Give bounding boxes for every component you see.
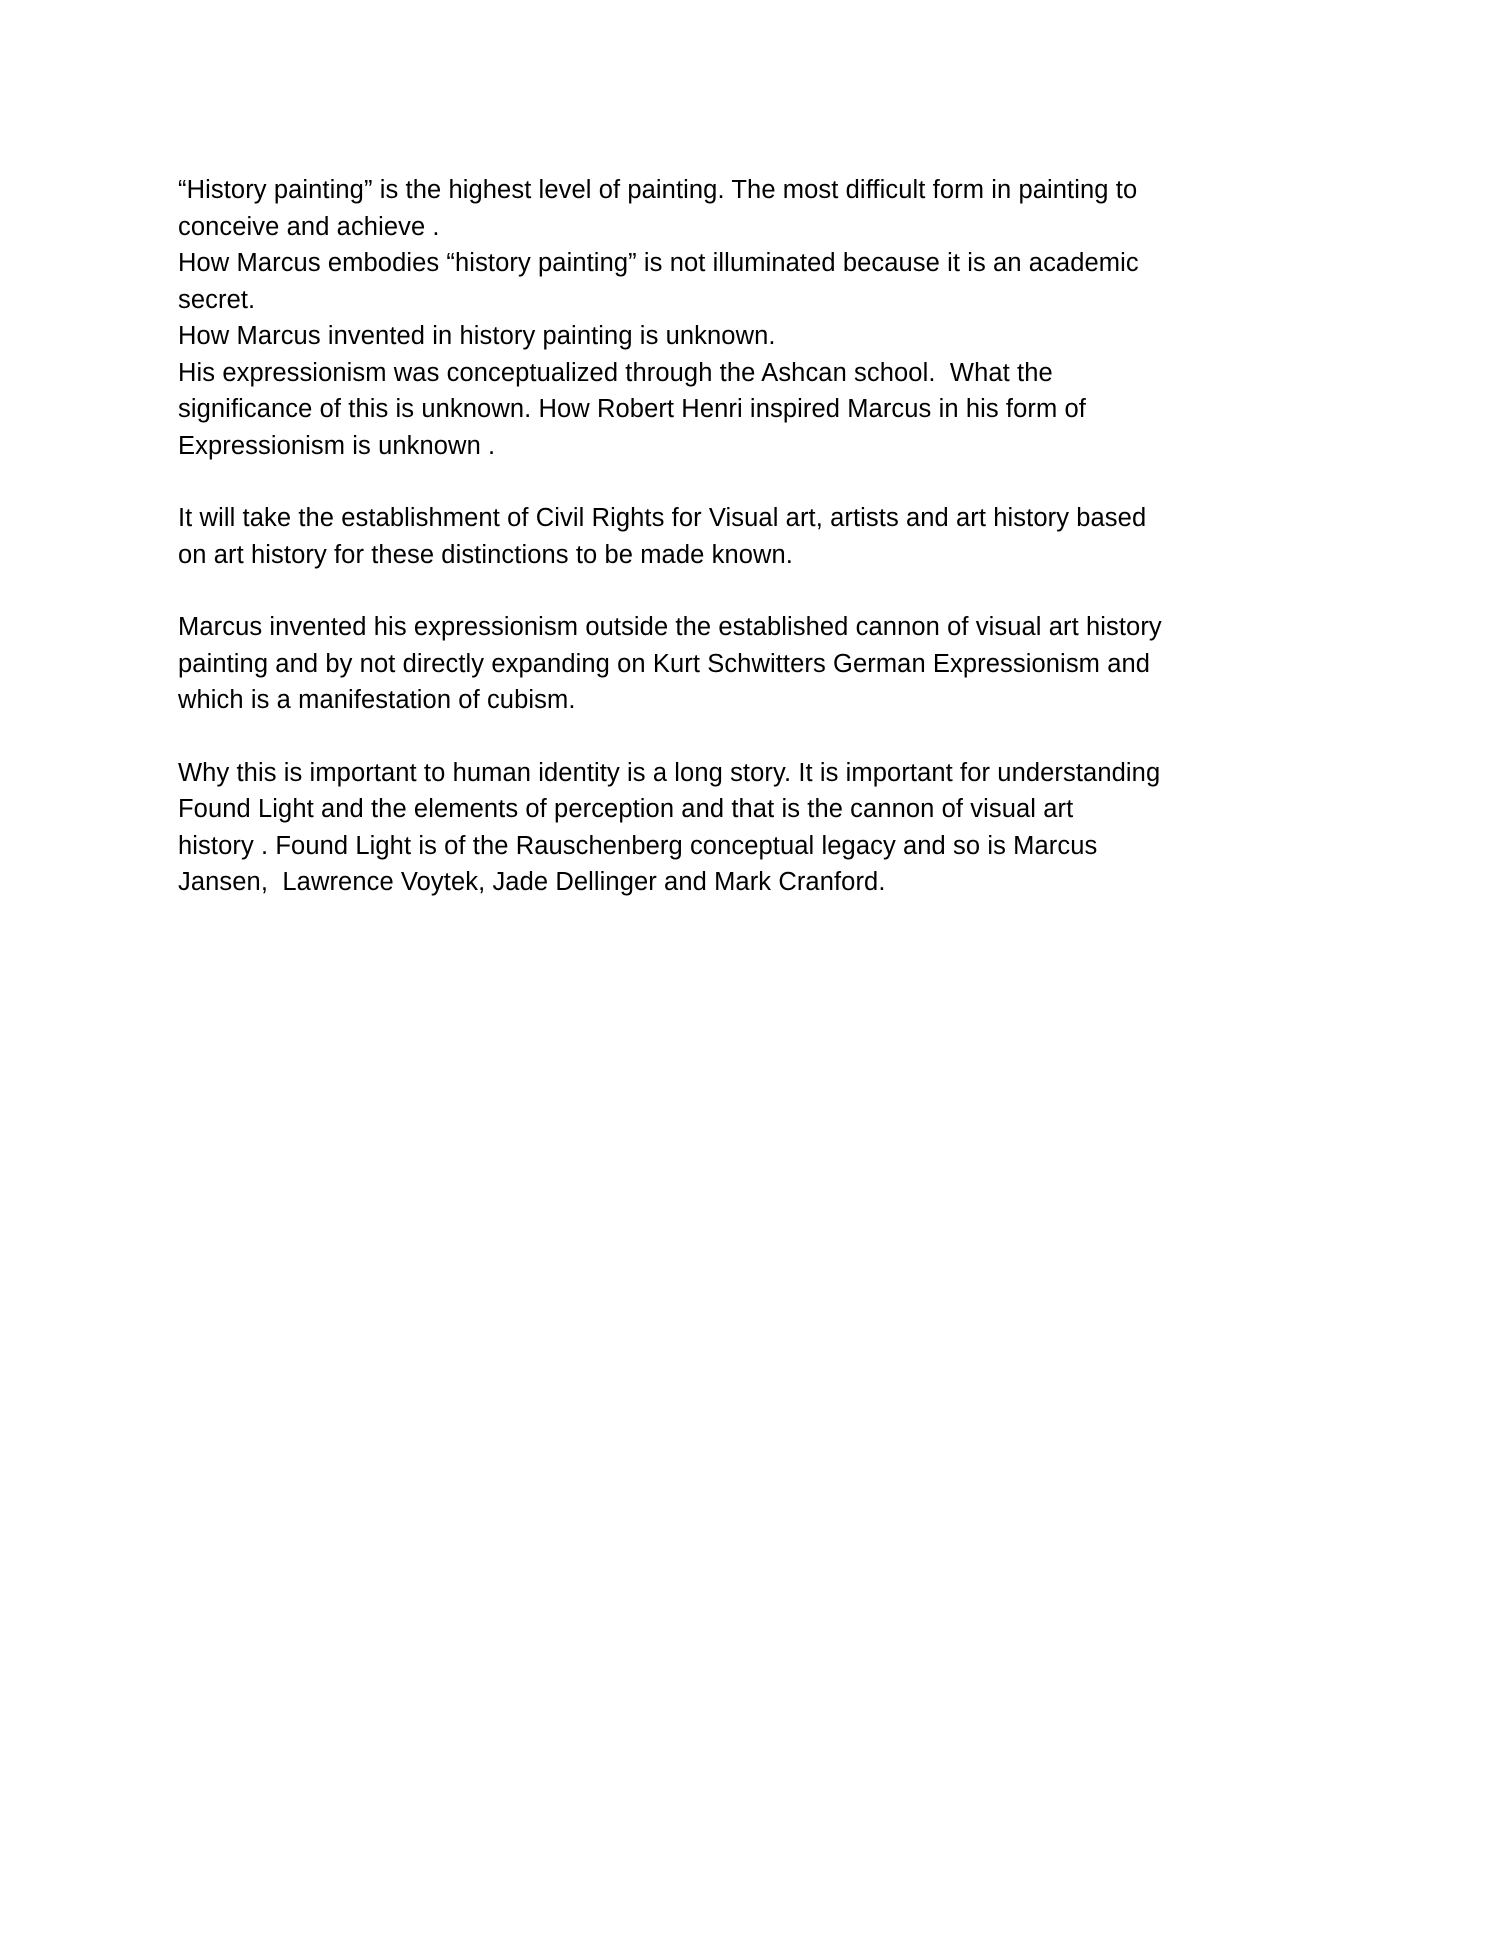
text-line: How Marcus invented in history painting is unknown. bbox=[178, 322, 776, 350]
document-text-body bbox=[178, 172, 1318, 901]
text-line: which is a manifestation of cubism. bbox=[178, 686, 576, 714]
text-line: Marcus invented his expressionism outside the established cannon of visual art history bbox=[178, 613, 1162, 641]
text-line: It will take the establishment of Civil Rights for Visual art, artists and art history based bbox=[178, 504, 1147, 532]
text-line: “History painting” is the highest level of painting. The most difficult form in painting to bbox=[178, 176, 1138, 204]
text-line: significance of this is unknown. How Robert Henri inspired Marcus in his form of bbox=[178, 395, 1086, 423]
text-line: Found Light and the elements of perception and that is the cannon of visual art bbox=[178, 795, 1074, 823]
text-line: on art history for these distinctions to be made known. bbox=[178, 540, 793, 569]
text-line: painting and by not directly expanding on Kurt Schwitters German Expressionism and bbox=[178, 649, 1151, 678]
paragraph-1 bbox=[178, 172, 1318, 464]
text-line: How Marcus embodies “history painting” is not illuminated because it is an academic bbox=[178, 249, 1139, 277]
paragraph-4 bbox=[178, 755, 1318, 901]
text-line: Why this is important to human identity is a long story. It is important for understanding bbox=[178, 758, 1161, 787]
text-line: conceive and achieve . bbox=[178, 212, 440, 241]
text-line: Jansen, Lawrence Voytek, Jade Dellinger and Mark Cranford. bbox=[178, 868, 886, 896]
paragraph-3 bbox=[178, 609, 1318, 719]
paragraph-2 bbox=[178, 500, 1318, 573]
text-line: His expressionism was conceptualized through the Ashcan school. What the bbox=[178, 358, 1053, 387]
text-line: secret. bbox=[178, 285, 256, 314]
text-line: history . Found Light is of the Rauschenberg conceptual legacy and so is Marcus bbox=[178, 831, 1098, 860]
text-line: Expressionism is unknown . bbox=[178, 431, 496, 460]
